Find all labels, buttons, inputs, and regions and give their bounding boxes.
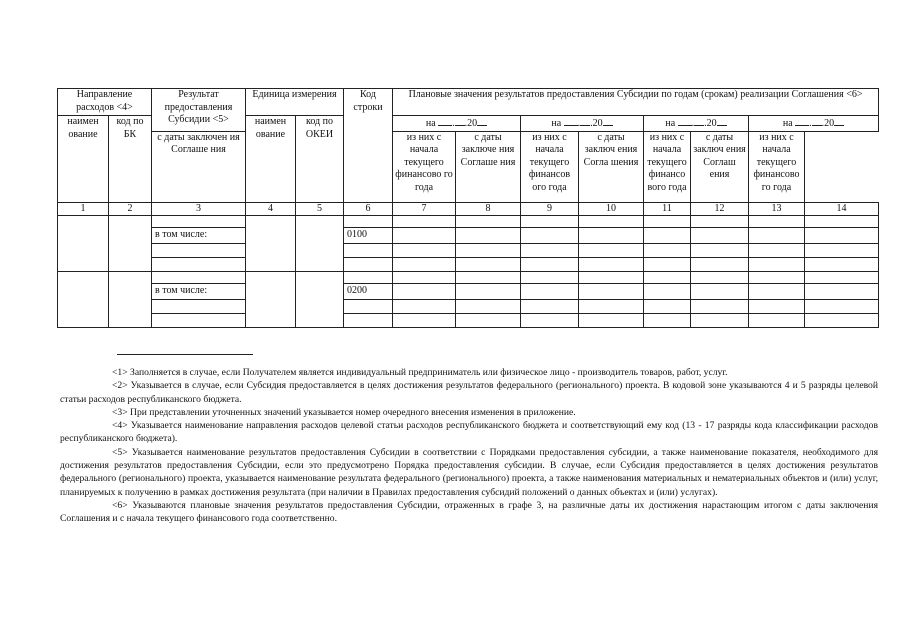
period-year: .20 (464, 118, 478, 129)
col-number: 7 (393, 202, 456, 216)
period-year: .20 (821, 118, 835, 129)
data-cell (579, 284, 644, 300)
table-row (58, 244, 879, 258)
data-cell (644, 314, 691, 328)
table-row (58, 314, 879, 328)
data-cell (805, 228, 879, 244)
data-cell (456, 300, 521, 314)
data-cell (805, 216, 879, 228)
period-year: .20 (590, 118, 603, 129)
data-cell (691, 216, 749, 228)
period-year: .20 (704, 118, 717, 129)
data-cell (393, 284, 456, 300)
data-cell (691, 258, 749, 272)
data-cell (579, 228, 644, 244)
data-cell (691, 272, 749, 284)
period-header-2: на . .20 (521, 116, 644, 132)
data-cell (749, 300, 805, 314)
data-cell (579, 216, 644, 228)
col-number: 13 (749, 202, 805, 216)
footnote-2: <2> Указывается в случае, если Субсидия предоставляется в целях достижения результатов федерального (регионального) проекта. В кодовой зоне указываются 4 и 5 разряды целевой статьи расходов республиканского бюджета. (60, 380, 878, 405)
v-tom-chisle-label: в том числе: (152, 284, 246, 300)
data-cell (521, 258, 579, 272)
data-cell (749, 258, 805, 272)
period-header-1: на . .20 (393, 116, 521, 132)
period-na: на (782, 118, 793, 129)
header-s-daty: с даты заключ ения Согла шения (579, 131, 644, 202)
data-cell (456, 258, 521, 272)
header-kod-stroki: Код строки (344, 89, 393, 203)
data-cell (109, 216, 152, 272)
col-number: 10 (579, 202, 644, 216)
data-cell (58, 216, 109, 272)
header-naimenovanie-1: наимен ование (58, 116, 109, 203)
header-iz-nih: из них с начала текущего финансово го года (393, 131, 456, 202)
data-cell (749, 228, 805, 244)
results-table (57, 88, 879, 328)
data-cell (644, 216, 691, 228)
data-cell (579, 272, 644, 284)
data-cell (521, 228, 579, 244)
col-number: 9 (521, 202, 579, 216)
data-cell (644, 228, 691, 244)
footnote-4: <4> Указывается наименование направления расходов целевой статьи расходов республиканского бюджета и соответствующий ему код (13 - 17 разряды кода классификации расходов республиканского бюджета). (60, 420, 878, 445)
footnotes (60, 366, 878, 526)
header-iz-nih: из них с начала текущего финансо вого года (644, 131, 691, 202)
data-cell (246, 216, 296, 272)
period-header-4: на . .20 (749, 116, 879, 132)
data-cell (152, 216, 246, 228)
col-number: 5 (296, 202, 344, 216)
data-cell (691, 244, 749, 258)
data-cell (579, 258, 644, 272)
data-cell (644, 300, 691, 314)
col-number: 4 (246, 202, 296, 216)
data-cell (344, 300, 393, 314)
data-cell (644, 258, 691, 272)
col-number: 6 (344, 202, 393, 216)
period-na: на (665, 118, 676, 129)
footnote-1: <1> Заполняется в случае, если Получателем является индивидуальный предприниматель или физическое лицо - производитель товаров, работ, услуг. (112, 367, 728, 378)
data-cell (152, 244, 246, 258)
header-iz-nih: из них с начала текущего финансов ого года (521, 131, 579, 202)
data-cell (393, 272, 456, 284)
data-cell (749, 284, 805, 300)
data-cell (691, 228, 749, 244)
data-cell (691, 300, 749, 314)
data-cell (456, 216, 521, 228)
data-cell (691, 314, 749, 328)
footnote-5: <5> Указывается наименование результатов предоставления Субсидии в соответствии с Порядками предоставления субсидии, а также наименование показателя, необходимого для достижения результатов предоставления Субсидии, если это предусмотрено Порядка предоставления субсидии. В случае, если Субсидия предоставляется в целях достижения результатов федерального (регионального) проекта, указывается наименование результата федерального (регионального) проекта, а также наименования материальных и нематериальных объектов и (или) услуг, планируемых к получению в рамках достижения результата (при наличии в Правилах предоставления субсидий положений о данных объектах и (или) услугах). (60, 446, 878, 498)
col-number: 14 (805, 202, 879, 216)
table-row (58, 228, 879, 244)
footnote-3: <3> При представлении уточненных значений указывается номер очередного внесения изменения в приложение. (112, 406, 576, 418)
data-cell (644, 244, 691, 258)
data-cell (344, 258, 393, 272)
table-row (58, 300, 879, 314)
data-cell (393, 244, 456, 258)
header-kod-po-bk: код по БК (109, 116, 152, 203)
data-cell (456, 244, 521, 258)
row-code: 0100 (344, 228, 393, 244)
v-tom-chisle-label: в том числе: (152, 228, 246, 244)
data-cell (152, 272, 246, 284)
data-cell (344, 244, 393, 258)
data-cell (393, 228, 456, 244)
data-cell (152, 258, 246, 272)
data-cell (296, 216, 344, 272)
data-cell (109, 272, 152, 328)
data-cell (393, 300, 456, 314)
table-row (58, 272, 879, 284)
header-iz-nih: из них с начала текущего финансово го года (749, 131, 805, 202)
header-napravlenie: Направление расходов <4> (58, 89, 152, 116)
table-row (58, 284, 879, 300)
footnote-6: <6> Указываются плановые значения результатов предоставления Субсидии, отраженных в графе 3, на различные даты их достижения нарастающим итогом с даты заключения Соглашения и с начала текущего финансового года соответственно. (60, 499, 878, 525)
data-cell (644, 284, 691, 300)
data-cell (749, 272, 805, 284)
data-cell (805, 258, 879, 272)
data-cell (296, 272, 344, 328)
col-number: 8 (456, 202, 521, 216)
data-cell (521, 216, 579, 228)
data-cell (246, 272, 296, 328)
data-cell (805, 300, 879, 314)
period-na: на (551, 118, 562, 129)
data-cell (521, 314, 579, 328)
data-cell (805, 244, 879, 258)
data-cell (393, 216, 456, 228)
data-cell (749, 216, 805, 228)
col-number: 2 (109, 202, 152, 216)
header-naimenovanie-2: наимен ование (246, 116, 296, 203)
data-cell (344, 272, 393, 284)
table-row (58, 258, 879, 272)
data-cell (644, 272, 691, 284)
data-cell (58, 272, 109, 328)
data-cell (456, 314, 521, 328)
data-cell (456, 272, 521, 284)
header-s-daty: с даты заключе ния Соглаше ния (456, 131, 521, 202)
header-rezultat: Результат предоставления Субсидии <5> (152, 89, 246, 132)
data-cell (393, 258, 456, 272)
header-s-daty: с даты заключен ия Соглаше ния (152, 131, 246, 202)
data-cell (521, 284, 579, 300)
footnote-separator (117, 354, 253, 355)
data-cell (152, 314, 246, 328)
header-edinica: Единица измерения (246, 89, 344, 116)
header-kod-po-okei: код по ОКЕИ (296, 116, 344, 203)
data-cell (749, 314, 805, 328)
header-planovye: Плановые значения результатов предоставления Субсидии по годам (срокам) реализации Соглашения <6> (393, 89, 879, 116)
row-code: 0200 (344, 284, 393, 300)
data-cell (805, 284, 879, 300)
data-cell (456, 284, 521, 300)
period-header-3: на . .20 (644, 116, 749, 132)
data-cell (521, 300, 579, 314)
col-number: 3 (152, 202, 246, 216)
data-cell (805, 314, 879, 328)
data-cell (456, 228, 521, 244)
data-cell (691, 284, 749, 300)
period-na: на (425, 118, 436, 129)
data-cell (579, 300, 644, 314)
col-number: 12 (691, 202, 749, 216)
data-cell (393, 314, 456, 328)
data-cell (521, 272, 579, 284)
col-number: 1 (58, 202, 109, 216)
data-cell (749, 244, 805, 258)
data-cell (579, 314, 644, 328)
col-number: 11 (644, 202, 691, 216)
data-cell (344, 216, 393, 228)
data-cell (805, 272, 879, 284)
header-s-daty: с даты заключ ения Соглаш ения (691, 131, 749, 202)
table-row (58, 216, 879, 228)
data-cell (579, 244, 644, 258)
data-cell (521, 244, 579, 258)
data-cell (344, 314, 393, 328)
data-cell (152, 300, 246, 314)
